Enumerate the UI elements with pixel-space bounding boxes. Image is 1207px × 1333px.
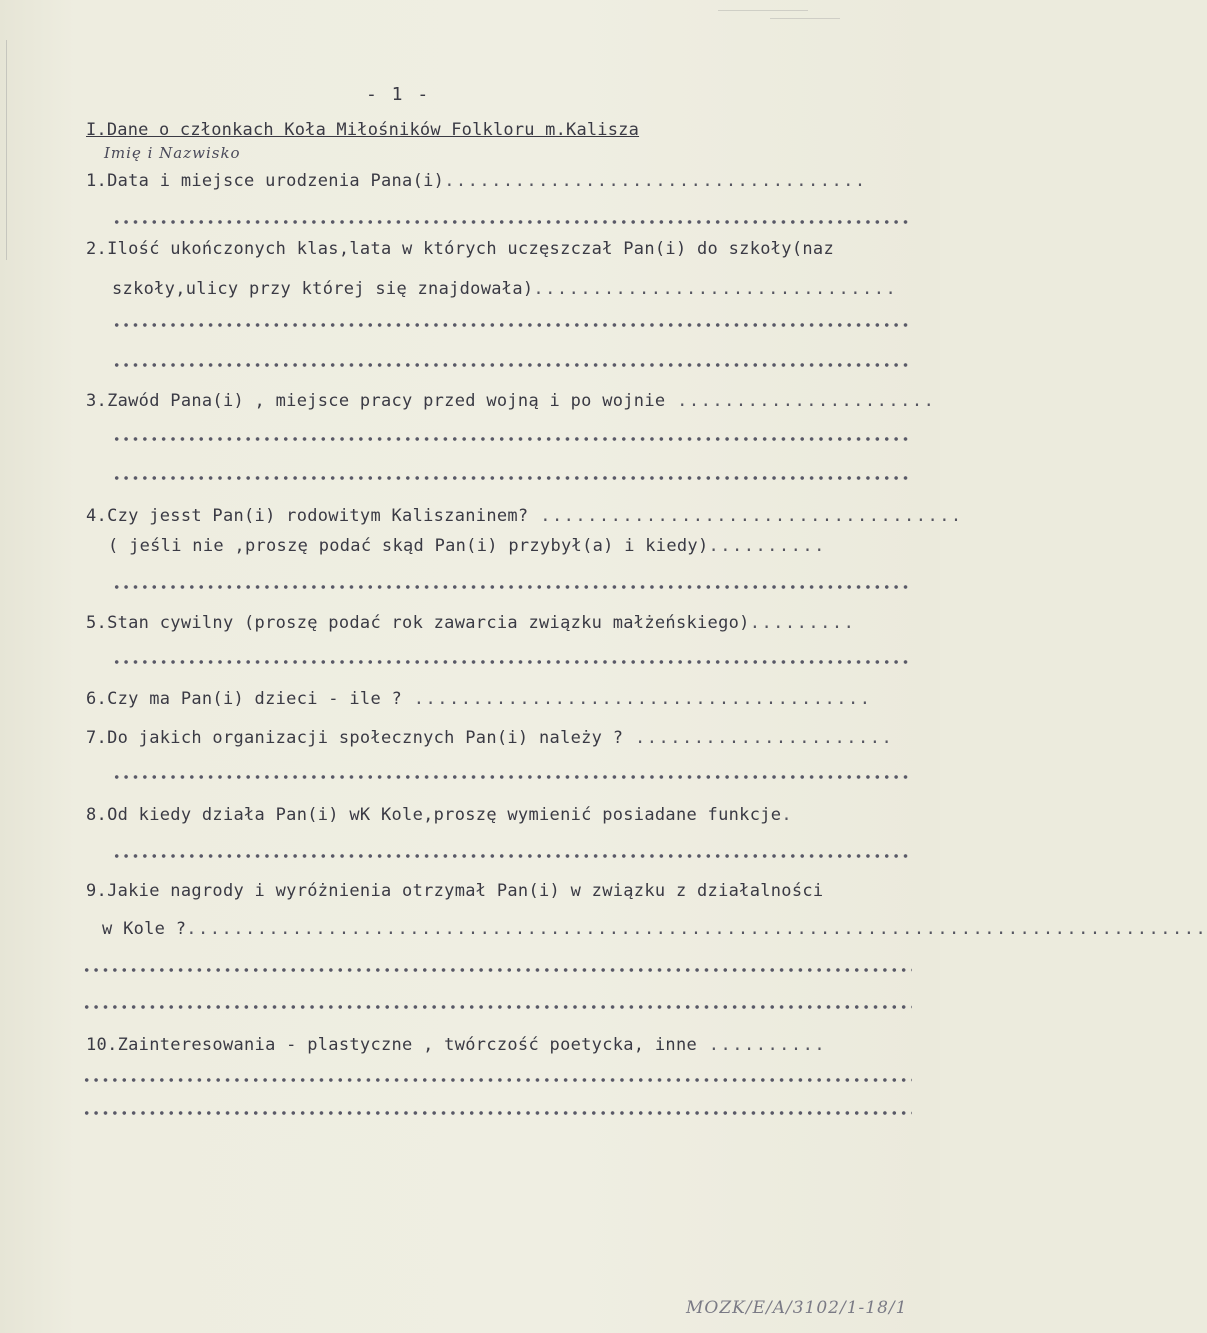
- edge-mark: [6, 40, 7, 260]
- question-4: 4.Czy jesst Pan(i) rodowitym Kaliszaninem? ....................................: [86, 506, 963, 526]
- top-scribble: [718, 10, 808, 11]
- answer-line: [112, 322, 912, 328]
- handwritten-note: Imię i Nazwisko: [104, 144, 241, 162]
- question-2: 2.Ilość ukończonych klas,lata w których uczęszczał Pan(i) do szkoły(naz: [86, 239, 834, 259]
- answer-line: [82, 1077, 912, 1083]
- question-4-cont: ( jeśli nie ,proszę podać skąd Pan(i) przybył(a) i kiedy)..........: [108, 536, 826, 556]
- answer-line: [112, 362, 912, 368]
- question-1: 1.Data i miejsce urodzenia Pana(i)....................................: [86, 171, 867, 191]
- answer-line: [112, 436, 912, 442]
- question-5: 5.Stan cywilny (proszę podać rok zawarcia związku małżeńskiego).........: [86, 613, 856, 633]
- question-3: 3.Zawód Pana(i) , miejsce pracy przed wojną i po wojnie ......................: [86, 391, 936, 411]
- question-9-cont: w Kole ?.......................................................................................: [102, 919, 1207, 939]
- answer-line: [82, 967, 912, 973]
- answer-line: [82, 1004, 912, 1010]
- answer-line: [112, 475, 912, 481]
- question-10: 10.Zainteresowania - plastyczne , twórczość poetycka, inne ..........: [86, 1035, 827, 1055]
- answer-line: [112, 853, 912, 859]
- question-7: 7.Do jakich organizacji społecznych Pan(i) należy ? ......................: [86, 728, 894, 748]
- question-9: 9.Jakie nagrody i wyróżnienia otrzymał Pan(i) w związku z działalności: [86, 881, 824, 901]
- answer-line: [112, 659, 912, 665]
- form-heading: I.Dane o członkach Koła Miłośników Folkloru m.Kalisza: [86, 120, 640, 140]
- question-2-cont: szkoły,ulicy przy której się znajdowała)...............................: [112, 279, 898, 299]
- question-6: 6.Czy ma Pan(i) dzieci - ile ? .......................................: [86, 689, 872, 709]
- answer-line: [112, 774, 912, 780]
- answer-line: [82, 1110, 912, 1116]
- top-scribble-2: [770, 18, 840, 19]
- question-8: 8.Od kiedy działa Pan(i) wK Kole,proszę wymienić posiadane funkcje.: [86, 805, 794, 825]
- page-number: - 1 -: [366, 84, 431, 105]
- answer-line: [112, 219, 912, 225]
- answer-line: [112, 584, 912, 590]
- archive-stamp: MOZK/E/A/3102/1-18/1: [686, 1298, 908, 1318]
